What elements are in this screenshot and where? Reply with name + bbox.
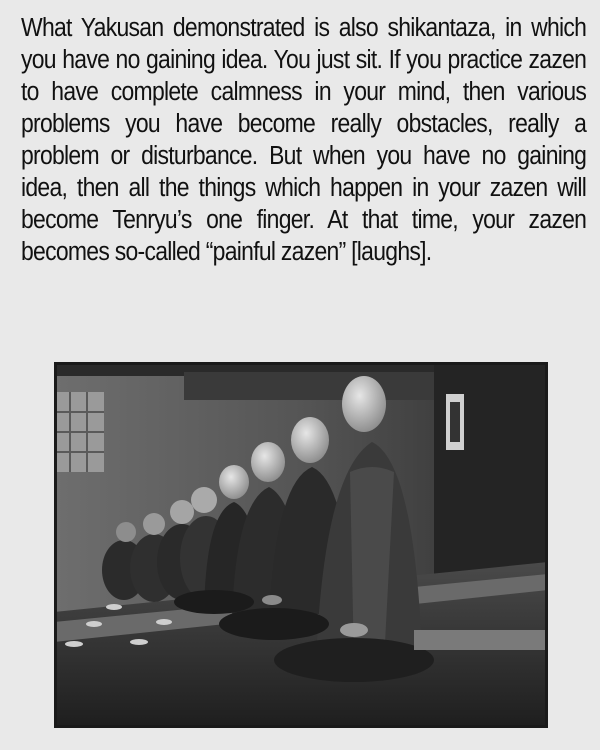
zazen-photo bbox=[54, 362, 548, 728]
zazen-photo-image bbox=[54, 362, 548, 728]
body-paragraph: What Yakusan demonstrated is also shikantaza, in which you have no gaining idea. You just sit. If you practice zazen to have complete calmness in your mind, then various problems you have become really obstacles, really a problem or disturbance. But when you have no gaining idea, then all the things which happen in your zazen will become Tenryu’s one finger. At that time, your zazen becomes so-called “painful zazen” [laughs]. bbox=[21, 14, 587, 266]
